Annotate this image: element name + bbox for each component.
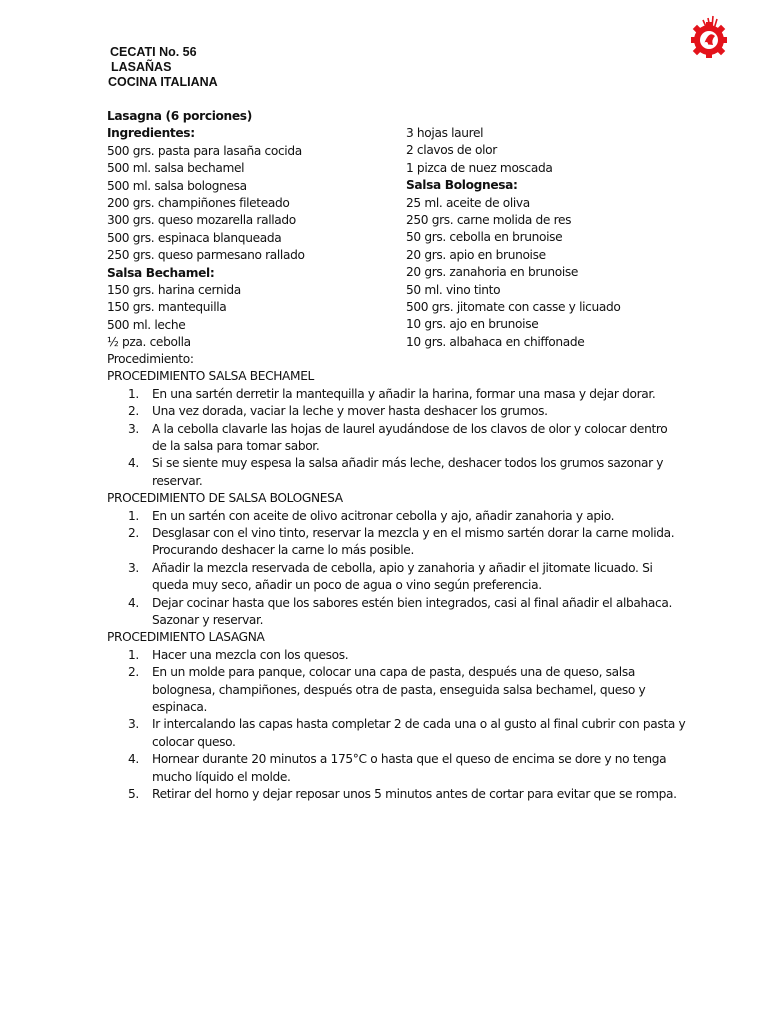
step-number: 2.	[128, 404, 139, 419]
step-number: 4.	[128, 752, 139, 767]
ingredient-heading: Salsa Bechamel:	[107, 265, 215, 280]
ingredient-item: 150 grs. mantequilla	[107, 300, 227, 315]
ingredient-item: 10 grs. albahaca en chiffonade	[406, 334, 585, 349]
ingredient-item: 20 grs. apio en brunoise	[406, 247, 546, 262]
step-text-line: bolognesa, champiñones, después otra de pasta, enseguida salsa bechamel, queso y	[152, 682, 646, 697]
step-text-line: En una sartén derretir la mantequilla y añadir la harina, formar una masa y dejar dorar.	[152, 386, 656, 401]
ingredients-left-column	[107, 108, 397, 351]
step-text-line: Añadir la mezcla reservada de cebolla, apio y zanahoria y añadir el jitomate licuado. Si	[152, 560, 653, 575]
step-text-line: Retirar del horno y dejar reposar unos 5 minutos antes de cortar para evitar que se rompa.	[152, 787, 677, 802]
step-number: 3.	[128, 421, 139, 436]
ingredient-item: 500 grs. pasta para lasaña cocida	[107, 143, 302, 158]
step-text-line: Desglasar con el vino tinto, reservar la mezcla y en el mismo sartén dorar la carne molida.	[152, 526, 675, 541]
step-text-line: Hornear durante 20 minutos a 175°C o hasta que el queso de encima se dore y no tenga	[152, 752, 667, 767]
procedure-step	[107, 508, 667, 525]
ingredient-item: 2 clavos de olor	[406, 143, 497, 158]
procedure-step-list	[107, 647, 686, 804]
procedure-step	[107, 403, 667, 420]
step-number: 3.	[128, 560, 139, 575]
step-text-line: Ir intercalando las capas hasta completar 2 de cada una o al gusto al final cubrir con pasta y	[152, 717, 686, 732]
step-text-line: Hacer una mezcla con los quesos.	[152, 647, 349, 662]
procedure-step	[107, 786, 677, 803]
step-number: 4.	[128, 456, 139, 471]
header-subject: COCINA ITALIANA	[108, 75, 218, 89]
step-text-line: En un molde para panque, colocar una capa de pasta, después una de queso, salsa	[152, 665, 635, 680]
procedure-step	[107, 386, 667, 403]
procedure-step	[107, 421, 667, 456]
ingredient-item: 50 grs. cebolla en brunoise	[406, 230, 563, 245]
step-text-line: Sazonar y reservar.	[152, 613, 264, 628]
step-text-line: Una vez dorada, vaciar la leche y mover hasta deshacer los grumos.	[152, 404, 548, 419]
ingredient-item: 25 ml. aceite de oliva	[406, 195, 530, 210]
ingredient-item: 150 grs. harina cernida	[107, 282, 241, 297]
ingredient-item: 1 pizca de nuez moscada	[406, 160, 553, 175]
step-number: 1.	[128, 647, 139, 662]
step-number: 2.	[128, 665, 139, 680]
step-text-line: mucho líquido el molde.	[152, 769, 291, 784]
step-number: 3.	[128, 717, 139, 732]
ingredient-heading: Salsa Bolognesa:	[406, 178, 518, 193]
step-number: 2.	[128, 526, 139, 541]
procedure-block	[107, 351, 686, 804]
procedure-label: Procedimiento:	[107, 352, 194, 366]
ingredient-item: 250 grs. queso parmesano rallado	[107, 248, 305, 263]
step-text-line: espinaca.	[152, 700, 208, 715]
recipe-title: Lasagna (6 porciones)	[107, 109, 252, 123]
ingredient-item: 200 grs. champiñones fileteado	[107, 195, 290, 210]
step-text-line: reservar.	[152, 473, 203, 488]
ingredient-item: 500 ml. leche	[107, 317, 186, 332]
ingredient-item: 500 ml. salsa bechamel	[107, 161, 245, 176]
step-text-line: A la cebolla clavarle las hojas de laurel ayudándose de los clavos de olor y colocar dentro	[152, 421, 668, 436]
step-number: 1.	[128, 508, 139, 523]
step-text-line: En un sartén con aceite de olivo acitronar cebolla y ajo, añadir zanahoria y apio.	[152, 508, 615, 523]
step-text-line: Procurando deshacer la carne lo más posible.	[152, 543, 414, 558]
step-text-line: queda muy seco, añadir un poco de agua o vino según preferencia.	[152, 578, 542, 593]
ingredient-item: 10 grs. ajo en brunoise	[406, 317, 539, 332]
step-text-line: Si se siente muy espesa la salsa añadir más leche, deshacer todos los grumos sazonar y	[152, 456, 664, 471]
ingredients-right-column	[406, 125, 706, 351]
header-dish: LASAÑAS	[111, 60, 172, 74]
ingredient-item: 500 ml. salsa bolognesa	[107, 178, 247, 193]
ingredient-item: 20 grs. zanahoria en brunoise	[406, 265, 579, 280]
procedure-section-title: PROCEDIMIENTO SALSA BECHAMEL	[107, 369, 314, 384]
ingredient-item: 500 grs. jitomate con casse y licuado	[406, 299, 621, 314]
procedure-step	[107, 525, 675, 560]
ingredient-item: ½ pza. cebolla	[107, 335, 191, 350]
procedure-step	[107, 595, 672, 630]
cecati-gear-logo-icon	[686, 14, 732, 60]
procedure-step	[107, 716, 686, 751]
ingredient-item: 50 ml. vino tinto	[406, 282, 501, 297]
ingredient-item: 3 hojas laurel	[406, 126, 484, 140]
ingredient-item: 300 grs. queso mozarella rallado	[107, 213, 296, 228]
step-number: 5.	[128, 787, 139, 802]
procedure-step	[107, 560, 667, 595]
procedure-section-title: PROCEDIMIENTO DE SALSA BOLOGNESA	[107, 491, 343, 506]
procedure-section-title: PROCEDIMIENTO LASAGNA	[107, 630, 265, 645]
ingredient-item: 500 grs. espinaca blanqueada	[107, 230, 282, 245]
procedure-step	[107, 664, 667, 716]
procedure-step-list	[107, 386, 667, 490]
step-text-line: colocar queso.	[152, 734, 236, 749]
ingredient-item: 250 grs. carne molida de res	[406, 212, 572, 227]
step-number: 1.	[128, 386, 139, 401]
procedure-step	[107, 751, 667, 786]
step-text-line: Dejar cocinar hasta que los sabores estén bien integrados, casi al final añadir el albahaca.	[152, 595, 672, 610]
header-institution: CECATI No. 56	[110, 45, 197, 59]
procedure-step	[107, 455, 667, 490]
procedure-step-list	[107, 508, 675, 630]
document-header	[108, 45, 218, 90]
ingredient-heading: Ingredientes:	[107, 126, 195, 141]
step-text-line: de la salsa para tomar sabor.	[152, 439, 320, 453]
procedure-step	[107, 647, 667, 664]
step-number: 4.	[128, 595, 139, 610]
